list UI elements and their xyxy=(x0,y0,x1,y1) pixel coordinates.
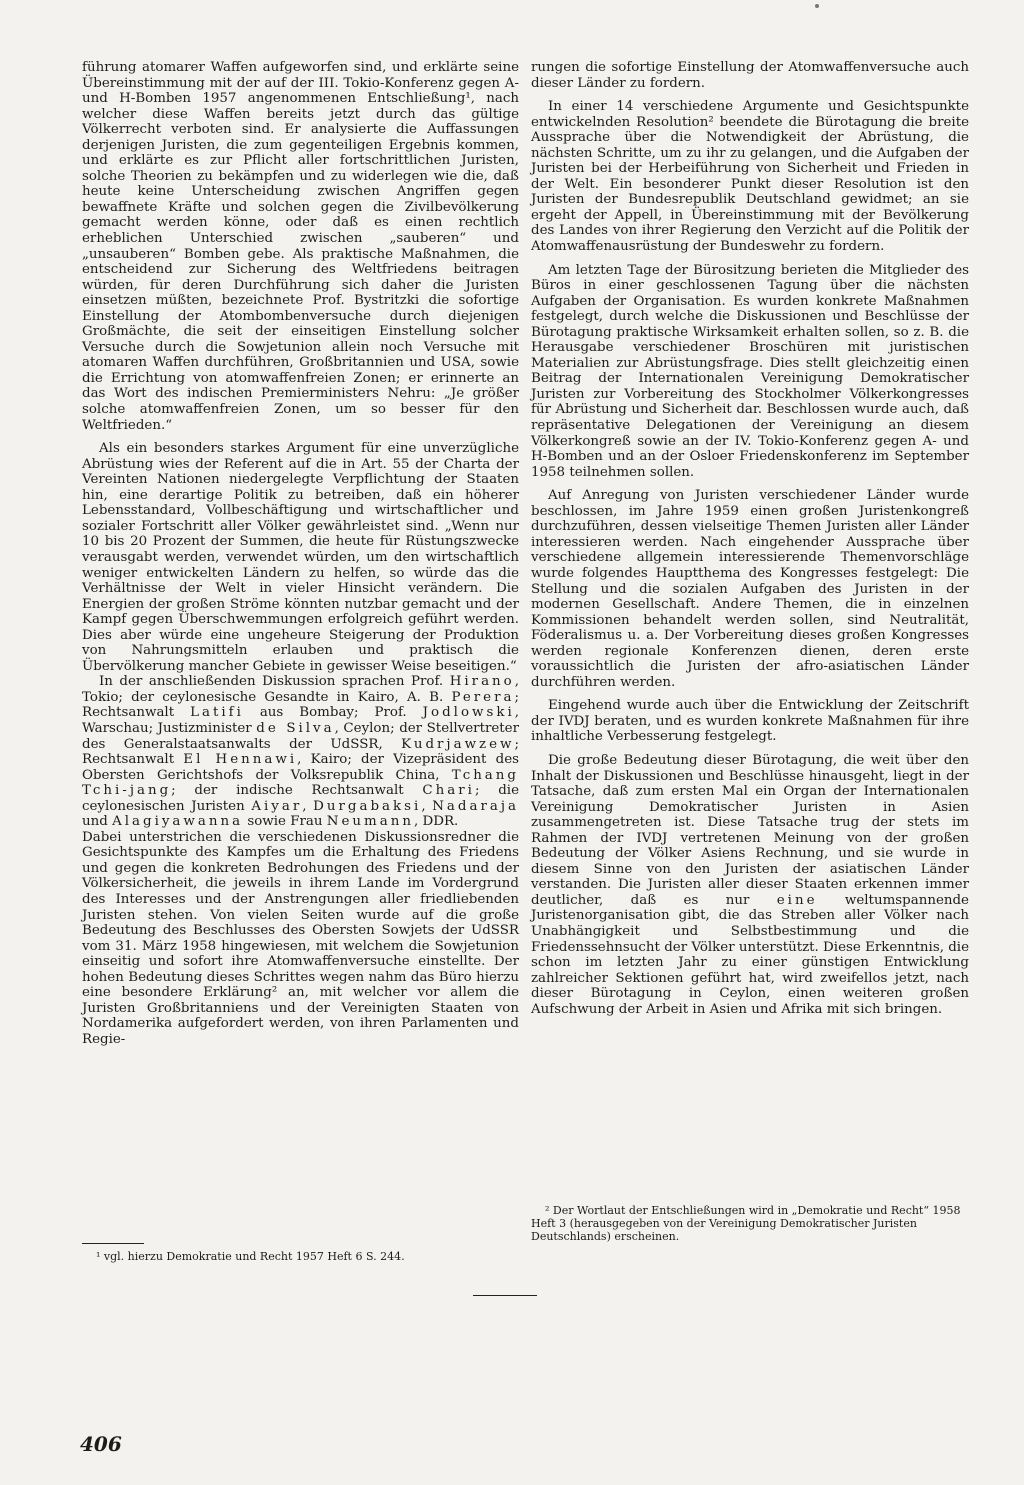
paragraph: Eingehend wurde auch über die Entwicklung der Zeitschrift der IVDJ beraten, und es wurden konkrete Maßnahmen für ihre inhaltliche Verbesserung festgelegt. xyxy=(531,698,969,745)
paragraph-conclusion: Die große Bedeutung dieser Bürotagung, die weit über den Inhalt der Diskussionen und Beschlüsse hinausgeht, liegt in der Tatsache, daß zum ersten Mal ein Organ der Internationalen Vereinigung Demokratischer Juristen in Asien zusammengetreten ist. Diese Tatsache trug der stets im Rahmen der IVDJ vertretenen Meinung von der großen Bedeutung der Völker Asiens Rechnung, und sie wurde in diesem Sinne von den Juristen der asiatischen Länder verstanden. Die Juristen aller dieser Staaten erkennen immer deutlicher, daß es nur eine weltumspannende Juristenorganisation gibt, die das Streben aller Völker nach Unabhängigkeit und Selbstbestimmung und die Friedenssehnsucht der Völker unterstützt. Diese Erkenntnis, die schon im letzten Jahr zu einer günstigen Entwicklung zahlreicher Sektionen geführt hat, wird zweifellos jetzt, nach dieser Bürotagung in Ceylon, einen weiteren großen Aufschwung der Arbeit in Asien und Afrika mit sich bringen. xyxy=(531,752,969,1017)
paragraph-discussion: In der anschließenden Diskussion sprachen Prof. Hirano, Tokio; der ceylonesische Gesandte in Kairo, A. B. Perera; Rechtsanwalt Latifi aus Bombay; Prof. Jodlowski, Warschau; Justizminister de Silva, Ceylon; der Stellvertreter des Generalstaatsanwalts der UdSSR, Kudrjawzew; Rechtsanwalt El Hennawi, Kairo; der Vizepräsident des Obersten Gerichtshofs der Volksrepublik China, Tchang Tchi-jang; der indische Rechtsanwalt Chari; die ceylonesischen Juristen Aiyar, Durgabaksi, Nadaraja und Alagiyawanna sowie Frau Neumann, DDR. xyxy=(82,674,519,830)
person-name: Alagiyawanna xyxy=(112,814,244,830)
person-name: Aiyar xyxy=(251,798,303,814)
person-name: Neumann xyxy=(326,814,414,830)
footnote-rule xyxy=(82,1243,144,1244)
emphasis-word: eine xyxy=(776,892,818,908)
paragraph: Als ein besonders starkes Argument für eine unverzügliche Abrüstung wies der Referent auf die in Art. 55 der Charta der Vereinten Nationen niedergelegte Verpflichtung der Staaten hin, eine derartige Politik zu betreiben, daß ein höherer Lebensstandard, Vollbeschäftigung und wirtschaftlicher und sozialer Fortschritt aller Völker gewährleistet sind. „Wenn nur 10 bis 20 Prozent der Summen, die heute für Rüstungszwecke verausgabt werden, verwendet würden, um den wirtschaftlich weniger entwickelten Ländern zu helfen, so würde das die Verhältnisse der Welt in vieler Hinsicht verändern. Die Energien der großen Ströme könnten nutzbar gemacht und der Kampf gegen Überschwemmungen erfolgreich geführt werden. Dies aber würde eine ungeheure Steigerung der Produktion von Nahrungsmitteln erlauben und praktisch die Übervölkerung mancher Gebiete in gewisser Weise beseitigen.“ xyxy=(82,441,519,674)
paragraph: Auf Anregung von Juristen verschiedener Länder wurde beschlossen, im Jahre 1959 einen großen Juristenkongreß durchzuführen, dessen vielseitige Themen Juristen aller Länder interessieren werden. Nach eingehender Aussprache über verschiedene allgemein interessierende Themenvorschläge wurde folgendes Hauptthema des Kongresses festgelegt: Die Stellung und die sozialen Aufgaben des Juristen in der modernen Gesellschaft. Andere Themen, die in einzelnen Kommissionen behandelt werden sollen, sind Neutralität, Föderalismus u. a. Der Vorbereitung dieses großen Kongresses werden regionale Konferenzen dienen, deren erste voraussichtlich die Juristen der afro-asiatischen Länder durchführen werden. xyxy=(531,488,969,690)
paragraph: Dabei unterstrichen die verschiedenen Diskussionsredner die Gesichtspunkte des Kampfes um die Erhaltung des Friedens und gegen die konkreten Bedrohungen des Friedens und der Völkersicherheit, die jeweils in ihrem Lande im Vordergrund des Interesses und der Anstrengungen aller friedliebenden Juristen stehen. Von vielen Seiten wurde auf die große Bedeutung des Beschlusses des Obersten Sowjets der UdSSR vom 31. März 1958 hingewiesen, mit welchem die Sowjetunion einseitig und sofort ihre Atomwaffenversuche einstellte. Der hohen Bedeutung dieses Schrittes wegen nahm das Büro hierzu eine besondere Erklärung² an, mit welcher vor allem die Juristen Großbritanniens und der Vereinigten Staaten von Nordamerika aufgefordert werden, von ihren Parlamenten und Regie- xyxy=(82,829,519,1047)
paragraph: rungen die sofortige Einstellung der Atomwaffenversuche auch dieser Länder zu fordern. xyxy=(531,60,969,91)
person-name: El Hennawi xyxy=(183,752,298,768)
person-name: Tchang Tchi-jang xyxy=(82,767,519,799)
print-speck xyxy=(815,4,819,8)
person-name: Latifi xyxy=(190,705,244,721)
person-name: Kudrjawzew xyxy=(401,736,515,752)
person-name: Hirano xyxy=(449,674,515,690)
person-name: de Silva xyxy=(256,720,335,736)
paragraph: In einer 14 verschiedene Argumente und Gesichtspunkte entwickelnden Resolution² beendete die Bürotagung die breite Aussprache über die Notwendigkeit der Abrüstung, die nächsten Schritte, um zu ihr zu gelangen, und die Aufgaben der Juristen bei der Herbeiführung von Sicherheit und Frieden in der Welt. Ein besonderer Punkt dieser Resolution ist den Juristen der Bundesrepublik Deutschland gewidmet; an sie ergeht der Appell, in Übereinstimmung mit der Bevölkerung des Landes von ihrer Regierung den Verzicht auf die Politik der Atomwaffenausrüstung der Bundeswehr zu fordern. xyxy=(531,99,969,255)
person-name: Jodlowski xyxy=(422,705,515,721)
footnote-1: ¹ vgl. hierzu Demokratie und Recht 1957 Heft 6 S. 244. xyxy=(96,1250,405,1263)
section-divider xyxy=(473,1295,537,1296)
right-column xyxy=(531,60,969,1017)
page-number: 406 xyxy=(80,1432,122,1456)
left-column xyxy=(82,60,519,1047)
paragraph: führung atomarer Waffen aufgeworfen sind, und erklärte seine Übereinstimmung mit der auf der III. Tokio-Konferenz gegen A- und H-Bomben 1957 angenommenen Entschließung¹, nach welcher diese Waffen bereits jetzt durch das gültige Völkerrecht verboten sind. Er analysierte die Auffassungen derjenigen Juristen, die zum gegenteiligen Ergebnis kommen, und erklärte es zur Pflicht aller fortschrittlichen Juristen, solche Theorien zu bekämpfen und zu widerlegen wie die, daß heute keine Unterscheidung zwischen Angriffen gegen bewaffnete Kräfte und solchen gegen die Zivilbevölkerung gemacht werden könne, oder daß es einen rechtlich erheblichen Unterschied zwischen „sauberen“ und „unsauberen“ Bomben gebe. Als praktische Maßnahmen, die entscheidend zur Sicherung des Weltfriedens beitragen würden, für deren Durchführung sich daher die Juristen einsetzen müßten, bezeichnete Prof. Bystritzki die sofortige Einstellung der Atombombenversuche durch diejenigen Großmächte, die seit der einseitigen Einstellung solcher Versuche durch die Sowjetunion allein noch Versuche mit atomaren Waffen durchführen, Großbritannien und USA, sowie die Errichtung von atomwaffenfreien Zonen; er erinnerte an das Wort des indischen Premierministers Nehru: „Je größer solche atomwaffenfreien Zonen, um so besser für den Weltfrieden.“ xyxy=(82,60,519,433)
person-name: Perera xyxy=(451,689,515,705)
paragraph: Am letzten Tage der Bürositzung berieten die Mitglieder des Büros in einer geschlossenen Tagung über die nächsten Aufgaben der Organisation. Es wurden konkrete Maßnahmen festgelegt, durch welche die Diskussionen und Beschlüsse der Bürotagung praktische Wirksamkeit erhalten sollen, so z. B. die Herausgabe verschiedener Broschüren mit juristischen Materialien zur Abrüstungsfrage. Dies stellt gleichzeitig einen Beitrag der Internationalen Vereinigung Demokratischer Juristen zur Vorbereitung des Stockholmer Völkerkongresses für Abrüstung und Sicherheit dar. Beschlossen wurde auch, daß repräsentative Delegationen der Vereinigung an diesem Völkerkongreß sowie an der IV. Tokio-Konferenz gegen A- und H-Bomben und an der Osloer Friedenskonferenz im September 1958 teilnehmen sollen. xyxy=(531,262,969,480)
person-name: Durgabaksi xyxy=(313,798,422,814)
footnote-2: ² Der Wortlaut der Entschließungen wird in „Demokratie und Recht“ 1958 Heft 3 (herausgegeben von der Vereinigung Demokratischer Juristen Deutschlands) erscheinen. xyxy=(531,1204,961,1243)
person-name: Nadaraja xyxy=(432,798,519,814)
person-name: Chari xyxy=(422,783,475,799)
